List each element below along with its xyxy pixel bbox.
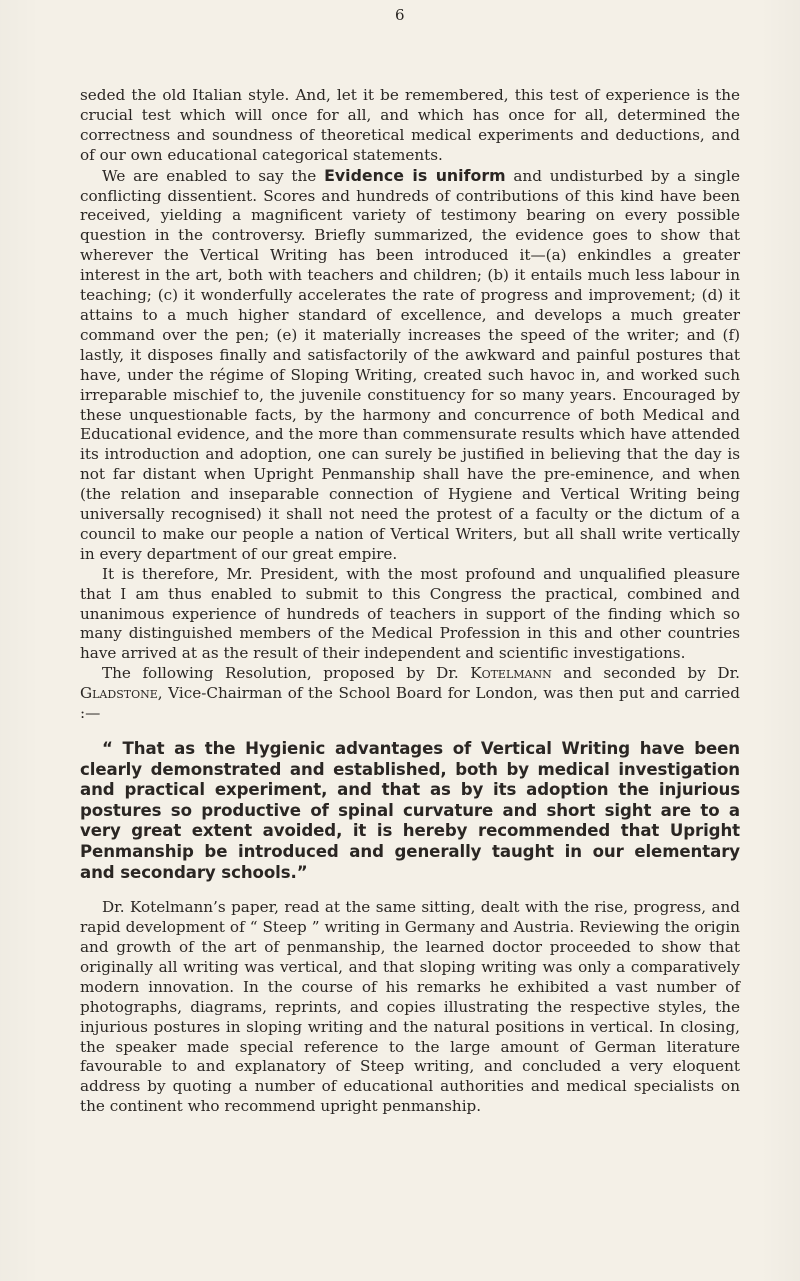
paragraph-evidence (80, 166, 740, 565)
kotelmann-name: Kotelmann (470, 664, 552, 683)
resolution-intro-lead: The following Resolution, proposed by Dr. (102, 664, 471, 683)
body-text (80, 86, 740, 1117)
page-number: 6 (394, 6, 406, 24)
paragraph-resolution-intro (80, 664, 740, 724)
resolution-intro-rest: , Vice-Chairman of the School Board for London, was then put and carried :— (80, 684, 740, 723)
paragraph-evidence-lead: We are enabled to say the (102, 166, 325, 185)
resolution-text: “ That as the Hygienic advantages of Vertical Writing have been clearly demonstrated and established, both by medical investigation and practical experiment, and that as by its adoption the injurious postures so productive of spinal curvature and short sight are to a very great extent avoided, it is hereby recommended that Upright Penmanship be introduced and generally taught in our elementary and secondary schools.” (80, 739, 740, 882)
resolution-intro-mid: and seconded by Dr. (551, 664, 740, 683)
gladstone-name: Gladstone (80, 684, 158, 703)
evidence-uniform-emphasis: Evidence is uniform (324, 165, 506, 185)
paragraph-kotelmann-paper: Dr. Kotelmann’s paper, read at the same sitting, dealt with the rise, progress, and rapid development of “ Steep ” writing in Germany and Austria. Reviewing the origin and growth of the art of penmanship, the learned doctor proceeded to show that originally all writing was vertical, and that sloping writing was only a comparatively modern innovation. In the course of his remarks he exhibited a vast number of photographs, diagrams, reprints, and copies illustrating the respective styles, the injurious postures in sloping writing and the natural positions in vertical. In closing, the speaker made special reference to the large amount of German literature favourable to and explanatory of Steep writing, and concluded a very eloquent address by quoting a number of educational authorities and medical specialists on the continent who recommend upright penmanship. (80, 898, 740, 1116)
paragraph-evidence-rest: and undisturbed by a single conflicting dissentient. Scores and hundreds of contributions of this kind have been received, yielding a magnificent variety of testimony bearing on every possible question in the controversy. Briefly summarized, the evidence goes to show that wherever the Vertical Writing has been introduced it—(a) enkindles a greater interest in the art, both with teachers and children; (b) it entails much less labour in teaching; (c) it wonderfully accelerates the rate of progress and improvement; (d) it attains to a much higher standard of excellence, and develops a much greater command over the pen; (e) it materially increases the speed of the writer; and (f) lastly, it disposes finally and satisfactorily of the awkward and painful postures that have, under the régime of Sloping Writing, created such havoc in, and worked such irreparable mischief to, the juvenile constituency for so many years. Encouraged by these unquestionable facts, by the harmony and concurrence of both Medical and Educational evidence, and the more than commensurate results which have attended its introduction and adoption, one can surely be justified in believing that the day is not far distant when Upright Penmanship shall have the pre-eminence, and when (the relation and inseparable connection of Hygiene and Vertical Writing being universally recognised) it shall not need the protest of a faculty or the dictum of a council to make our people a nation of Vertical Writers, but all shall write vertically in every department of our great empire. (80, 166, 740, 563)
paragraph-continuation: seded the old Italian style. And, let it be remembered, this test of experience is the crucial test which will once for all, and which has once for all, determined the correctness and soundness of theoretical medical experiments and deductions, and of our own educational categorical statements. (80, 86, 740, 164)
paragraph-president: It is therefore, Mr. President, with the most profound and unqualified pleasure that I am thus enabled to submit to this Congress the practical, combined and unanimous experience of hundreds of teachers in support of the finding which so many distinguished members of the Medical Profession in this and other countries have arrived at as the result of their independent and scientific investigations. (80, 564, 740, 663)
